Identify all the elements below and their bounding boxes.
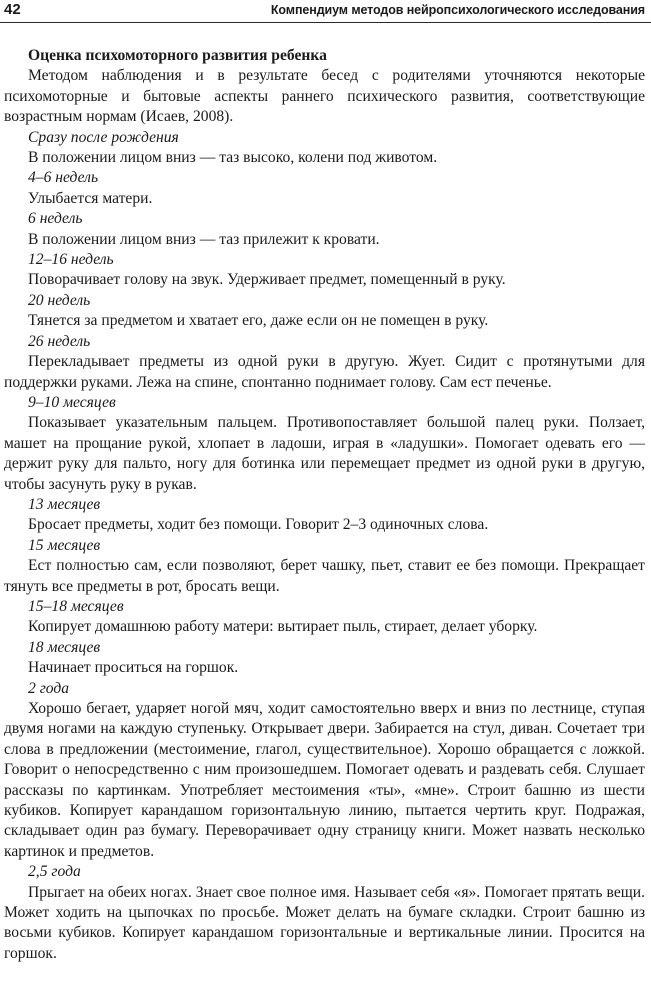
stage-age-heading: 12–16 недель: [28, 251, 114, 269]
stage-age-heading: 26 недель: [28, 332, 91, 350]
running-title: Компендиум методов нейропсихологического исследования: [270, 3, 645, 17]
stage-age-heading: 15–18 месяцев: [28, 597, 124, 615]
stage-age-heading: Сразу после рождения: [28, 128, 179, 146]
stage-age-heading: 13 месяцев: [28, 495, 101, 513]
stage-age-heading: 15 месяцев: [28, 536, 101, 554]
stage-description: Хорошо бегает, ударяет ногой мяч, ходит самостоятельно вверх и вниз по лестнице, ступая двумя ногами на каждую ступеньку. Открывает двери. Забирается на стул, диван. Сочетает три слова в предложении (местоимение, глагол, существительное). Хорошо обращается с ложкой. Говорит о непосредственно с ним произошедшем. Помогает одевать и раздевать себя. Слушает рассказы по картинкам. Употребляет местоимения «ты», «мне». Строит башню из шести кубиков. Копирует карандашом горизонтальную линию, пытается чертить круг. Подражая, складывает один раз бумагу. Переворачивает одну страницу книги. Может назвать несколько картинок и предметов.: [4, 700, 645, 860]
stage-description: Улыбается матери.: [28, 189, 153, 207]
intro-paragraph: Методом наблюдения и в результате бесед с родителями уточняются некоторые психомоторные и бытовые аспекты раннего психического развития, соответствующие возрастным нормам (Исаев, 2008).: [4, 67, 645, 126]
page-number: 42: [4, 1, 21, 18]
stage-age-heading: 2 года: [28, 679, 70, 697]
stage-description: Копирует домашнюю работу матери: вытирает пыль, стирает, делает уборку.: [28, 618, 538, 636]
page-header: [0, 0, 651, 23]
section-title: Оценка психомоторного развития ребенка: [28, 47, 327, 64]
stage-description: Тянется за предметом и хватает его, даже если он не помещен в руку.: [28, 312, 489, 330]
stage-age-heading: 20 недель: [28, 291, 91, 309]
stage-age-heading: 18 месяцев: [28, 638, 101, 656]
stage-description: Перекладывает предметы из одной руки в другую. Жует. Сидит с протянутыми для поддержки руками. Лежа на спине, спонтанно поднимает голову. Сам ест печенье.: [4, 353, 645, 391]
stage-age-heading: 4–6 недель: [28, 169, 99, 187]
page-body: [4, 46, 645, 964]
stage-age-heading: 2,5 года: [28, 863, 81, 881]
stage-description: Начинает проситься на горшок.: [28, 659, 239, 677]
stage-description: Ест полностью сам, если позволяют, берет чашку, пьет, ставит ее без помощи. Прекращает тянуть все предметы в рот, бросать вещи.: [4, 557, 645, 595]
stage-description: Бросает предметы, ходит без помощи. Говорит 2–3 одиночных слова.: [28, 516, 489, 534]
stage-age-heading: 9–10 месяцев: [28, 393, 116, 411]
stage-description: Показывает указательным пальцем. Противопоставляет большой палец руки. Ползает, машет на прощание рукой, хлопает в ладоши, играя в «ладушки». Помогает одевать его — держит руку для пальто, ногу для ботинка или перемещает предмет из одной руки в другую, чтобы засунуть руку в рукав.: [4, 414, 645, 493]
stage-description: В положении лицом вниз — таз прилежит к кровати.: [28, 230, 380, 248]
stage-description: Прыгает на обеих ногах. Знает свое полное имя. Называет себя «я». Помогает прятать вещи. Может ходить на цыпочках по просьбе. Может делать на бумаге складки. Строит башню из восьми кубиков. Копирует карандашом горизонтальные и вертикальные линии. Просится на горшок.: [4, 883, 645, 962]
stage-age-heading: 6 недель: [28, 210, 83, 228]
stage-description: Поворачивает голову на звук. Удерживает предмет, помещенный в руку.: [28, 271, 506, 289]
development-stages: [4, 128, 645, 965]
stage-description: В положении лицом вниз — таз высоко, колени под животом.: [28, 149, 438, 167]
